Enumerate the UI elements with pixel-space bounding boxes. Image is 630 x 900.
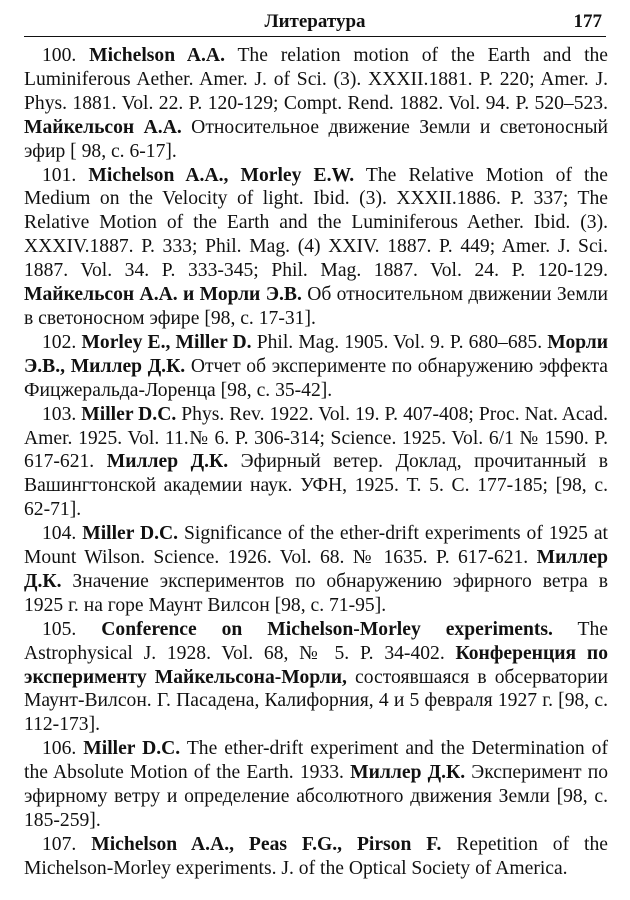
reference-number: 104. <box>42 523 83 545</box>
page-number: 177 <box>573 11 602 32</box>
reference-text: Phil. Mag. 1905. Vol. 9. P. 680–685. <box>251 331 548 353</box>
reference-number: 105. <box>42 618 102 640</box>
reference-text: The Relative Motion of the Medium on the Velocity of light. Ibid. (3). XXXII.1886. P. 337; The Relative Motion of the Earth and the Luminiferous Aether. Ibid. (3). XXXIV.1887. P. 333; Phil. Mag. (4) XXIV. 1887. P. 449; Amer. J. Sci. 1887. Vol. 34. P. 333-345; Phil. Mag. 1887. Vol. 24. P. 120-129. <box>24 164 608 282</box>
reference-author: Конференция по эксперименту Майкельсона-Морли, <box>24 642 608 688</box>
running-title: Литература <box>264 11 366 32</box>
reference-text: Значение экспериментов по обнаружению эфирного ветра в 1925 г. на горе Маунт Вилсон [98, с. 71-95]. <box>24 570 608 616</box>
reference-text: The relation motion of the Earth and the Luminiferous Aether. Amer. J. of Sci. (3). XXXII.1881. P. 220; Amer. J. Phys. 1881. Vol. 22. P. 120-129; Compt. Rend. 1882. Vol. 94. P. 520–523. <box>24 45 609 114</box>
reference-text: Об относительном движении Земли в светоносном эфире [98, с. 17-31]. <box>24 284 608 329</box>
reference-entry <box>24 164 608 331</box>
reference-text: The Astrophysical J. 1928. Vol. 68, № 5. P. 34-402. <box>24 618 609 664</box>
reference-entry <box>24 44 608 164</box>
reference-author: Michelson A.A. <box>89 45 225 66</box>
reference-author: Miller D.C. <box>81 403 177 425</box>
reference-author: Michelson A.A., Morley E.W. <box>88 164 355 186</box>
reference-text: Significance of the ether-drift experiments of 1925 at Mount Wilson. Science. 1926. Vol. 68. № 1635. P. 617-621. <box>24 523 609 569</box>
reference-author: Майкельсон А.А. <box>24 116 182 138</box>
reference-entry <box>24 618 608 738</box>
reference-author: Miller D.C. <box>83 738 181 760</box>
reference-author: Conference on Michelson-Morley experiments. <box>101 618 553 640</box>
reference-text: Относительное движение Земли и светоносный эфир [ 98, с. 6-17]. <box>24 116 608 162</box>
reference-text: Repetition of the Michelson-Morley experiments. J. of the Optical Society of America. <box>24 833 608 879</box>
reference-entry <box>24 403 608 523</box>
reference-author: Морли Э.В., Миллер Д.К. <box>24 331 608 377</box>
running-header <box>24 10 606 37</box>
reference-author: Miller D.C. <box>82 523 179 545</box>
reference-author: Миллер Д.К. <box>350 762 466 784</box>
reference-entry <box>24 331 608 403</box>
reference-entry <box>24 833 608 881</box>
reference-list <box>24 44 608 881</box>
reference-text: состоявшаяся в обсерватории Маунт-Вилсон. Г. Пасадена, Калифорния, 4 и 5 февраля 1927 г. [98, с. 112-173]. <box>24 666 608 736</box>
reference-entry <box>24 522 608 618</box>
reference-text: Эксперимент по эфирному ветру и определение абсолютного движения Земли [98, с. 185-259]. <box>24 762 608 831</box>
reference-author: Morley E., Miller D. <box>81 331 252 353</box>
reference-number: 101. <box>42 164 89 186</box>
reference-number: 102. <box>42 331 82 353</box>
reference-number: 100. <box>42 45 90 66</box>
reference-number: 106. <box>42 738 84 760</box>
reference-author: Michelson A.A., Peas F.G., Pirson F. <box>91 833 442 855</box>
reference-text: Отчет об эксперименте по обнаружению эффекта Фицжеральда-Лоренца [98, с. 35-42]. <box>24 355 608 401</box>
reference-text: Phys. Rev. 1922. Vol. 19. P. 407-408; Proc. Nat. Acad. Amer. 1925. Vol. 11.№ 6. P. 306-314; Science. 1925. Vol. 6/1 № 1590. P. 617-621. <box>24 403 609 473</box>
reference-number: 107. <box>42 833 92 855</box>
reference-text: Эфирный ветер. Доклад, прочитанный в Вашингтонской академии наук. УФН, 1925. Т. 5. С. 177-185; [98, с. 62-71]. <box>24 451 608 521</box>
reference-author: Миллер Д.К. <box>106 451 229 473</box>
reference-text: The ether-drift experiment and the Determination of the Absolute Motion of the Earth. 1933. <box>24 738 609 784</box>
reference-author: Майкельсон А.А. и Морли Э.В. <box>24 284 302 306</box>
reference-author: Миллер Д.К. <box>24 547 608 592</box>
reference-entry <box>24 737 608 833</box>
reference-number: 103. <box>42 403 82 425</box>
